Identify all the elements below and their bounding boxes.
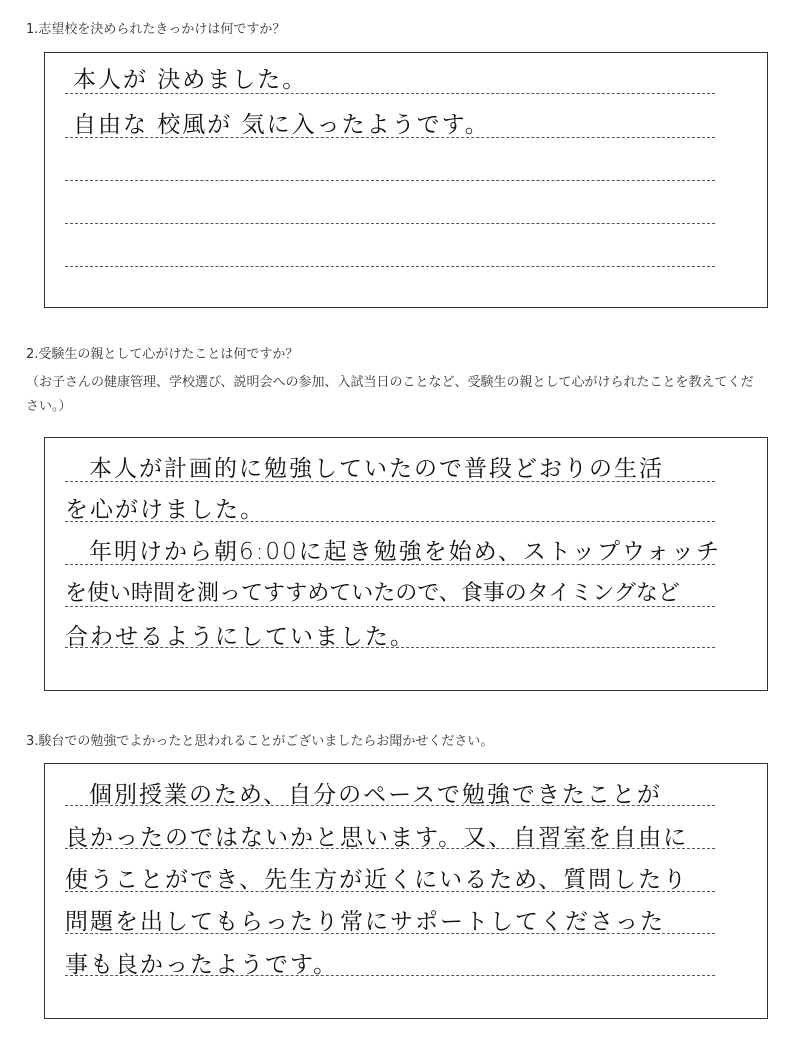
question-3-title: 3.駿台での勉強でよかったと思われることがございましたらお聞かせください。 [26, 734, 494, 749]
question-2-subtitle: （お子さんの健康管理、学校選び、説明会への参加、入試当日のことなど、受験生の親として心がけられたことを教えてください。） [26, 375, 754, 414]
ruled-line [65, 564, 715, 565]
ruled-line [65, 606, 715, 607]
answer-2-line-5: 合わせるようにしていました。 [65, 624, 415, 650]
ruled-line [65, 223, 715, 224]
answer-box-2 [44, 437, 768, 691]
ruled-line [65, 521, 715, 522]
ruled-line [65, 647, 715, 648]
answer-2-line-1: 本人が計画的に勉強していたので普段どおりの生活 [89, 456, 664, 482]
answer-1-line-1: 本人が 決めました。 [73, 67, 308, 93]
ruled-line [65, 180, 715, 181]
answer-2-line-3: 年明けから朝6:00に起き勉強を始め、ストップウォッチ [89, 539, 722, 565]
answer-3-line-2: 良かったのではないかと思います。又、自習室を自由に [65, 825, 689, 851]
answer-3-line-5: 事も良かったようです。 [65, 952, 339, 978]
answer-1-line-2: 自由な 校風が 気に入ったようです。 [73, 112, 490, 138]
ruled-line [65, 266, 715, 267]
ruled-line [65, 848, 715, 849]
ruled-line [65, 93, 715, 94]
answer-box-3 [44, 763, 768, 1019]
ruled-line [65, 805, 715, 806]
question-2-title: 2.受験生の親として心がけたことは何ですか？ [26, 347, 299, 362]
answer-2-line-2: を心がけました。 [65, 497, 265, 523]
answer-3-line-1: 個別授業のため、自分のペースで勉強できたことが [89, 782, 662, 808]
answer-box-1 [44, 52, 768, 308]
ruled-line [65, 933, 715, 934]
answer-3-line-3: 使うことができ、先生方が近くにいるため、質問したり [65, 867, 689, 893]
ruled-line [65, 137, 715, 138]
ruled-line [65, 481, 715, 482]
ruled-line [65, 891, 715, 892]
answer-2-line-4: を使い時間を測ってすすめていたので、食事のタイミングなど [65, 581, 680, 606]
question-1-title: 1.志望校を決められたきっかけは何ですか？ [26, 22, 286, 37]
ruled-line [65, 975, 715, 976]
answer-3-line-4: 問題を出してもらったり常にサポートしてくださった [65, 909, 665, 935]
